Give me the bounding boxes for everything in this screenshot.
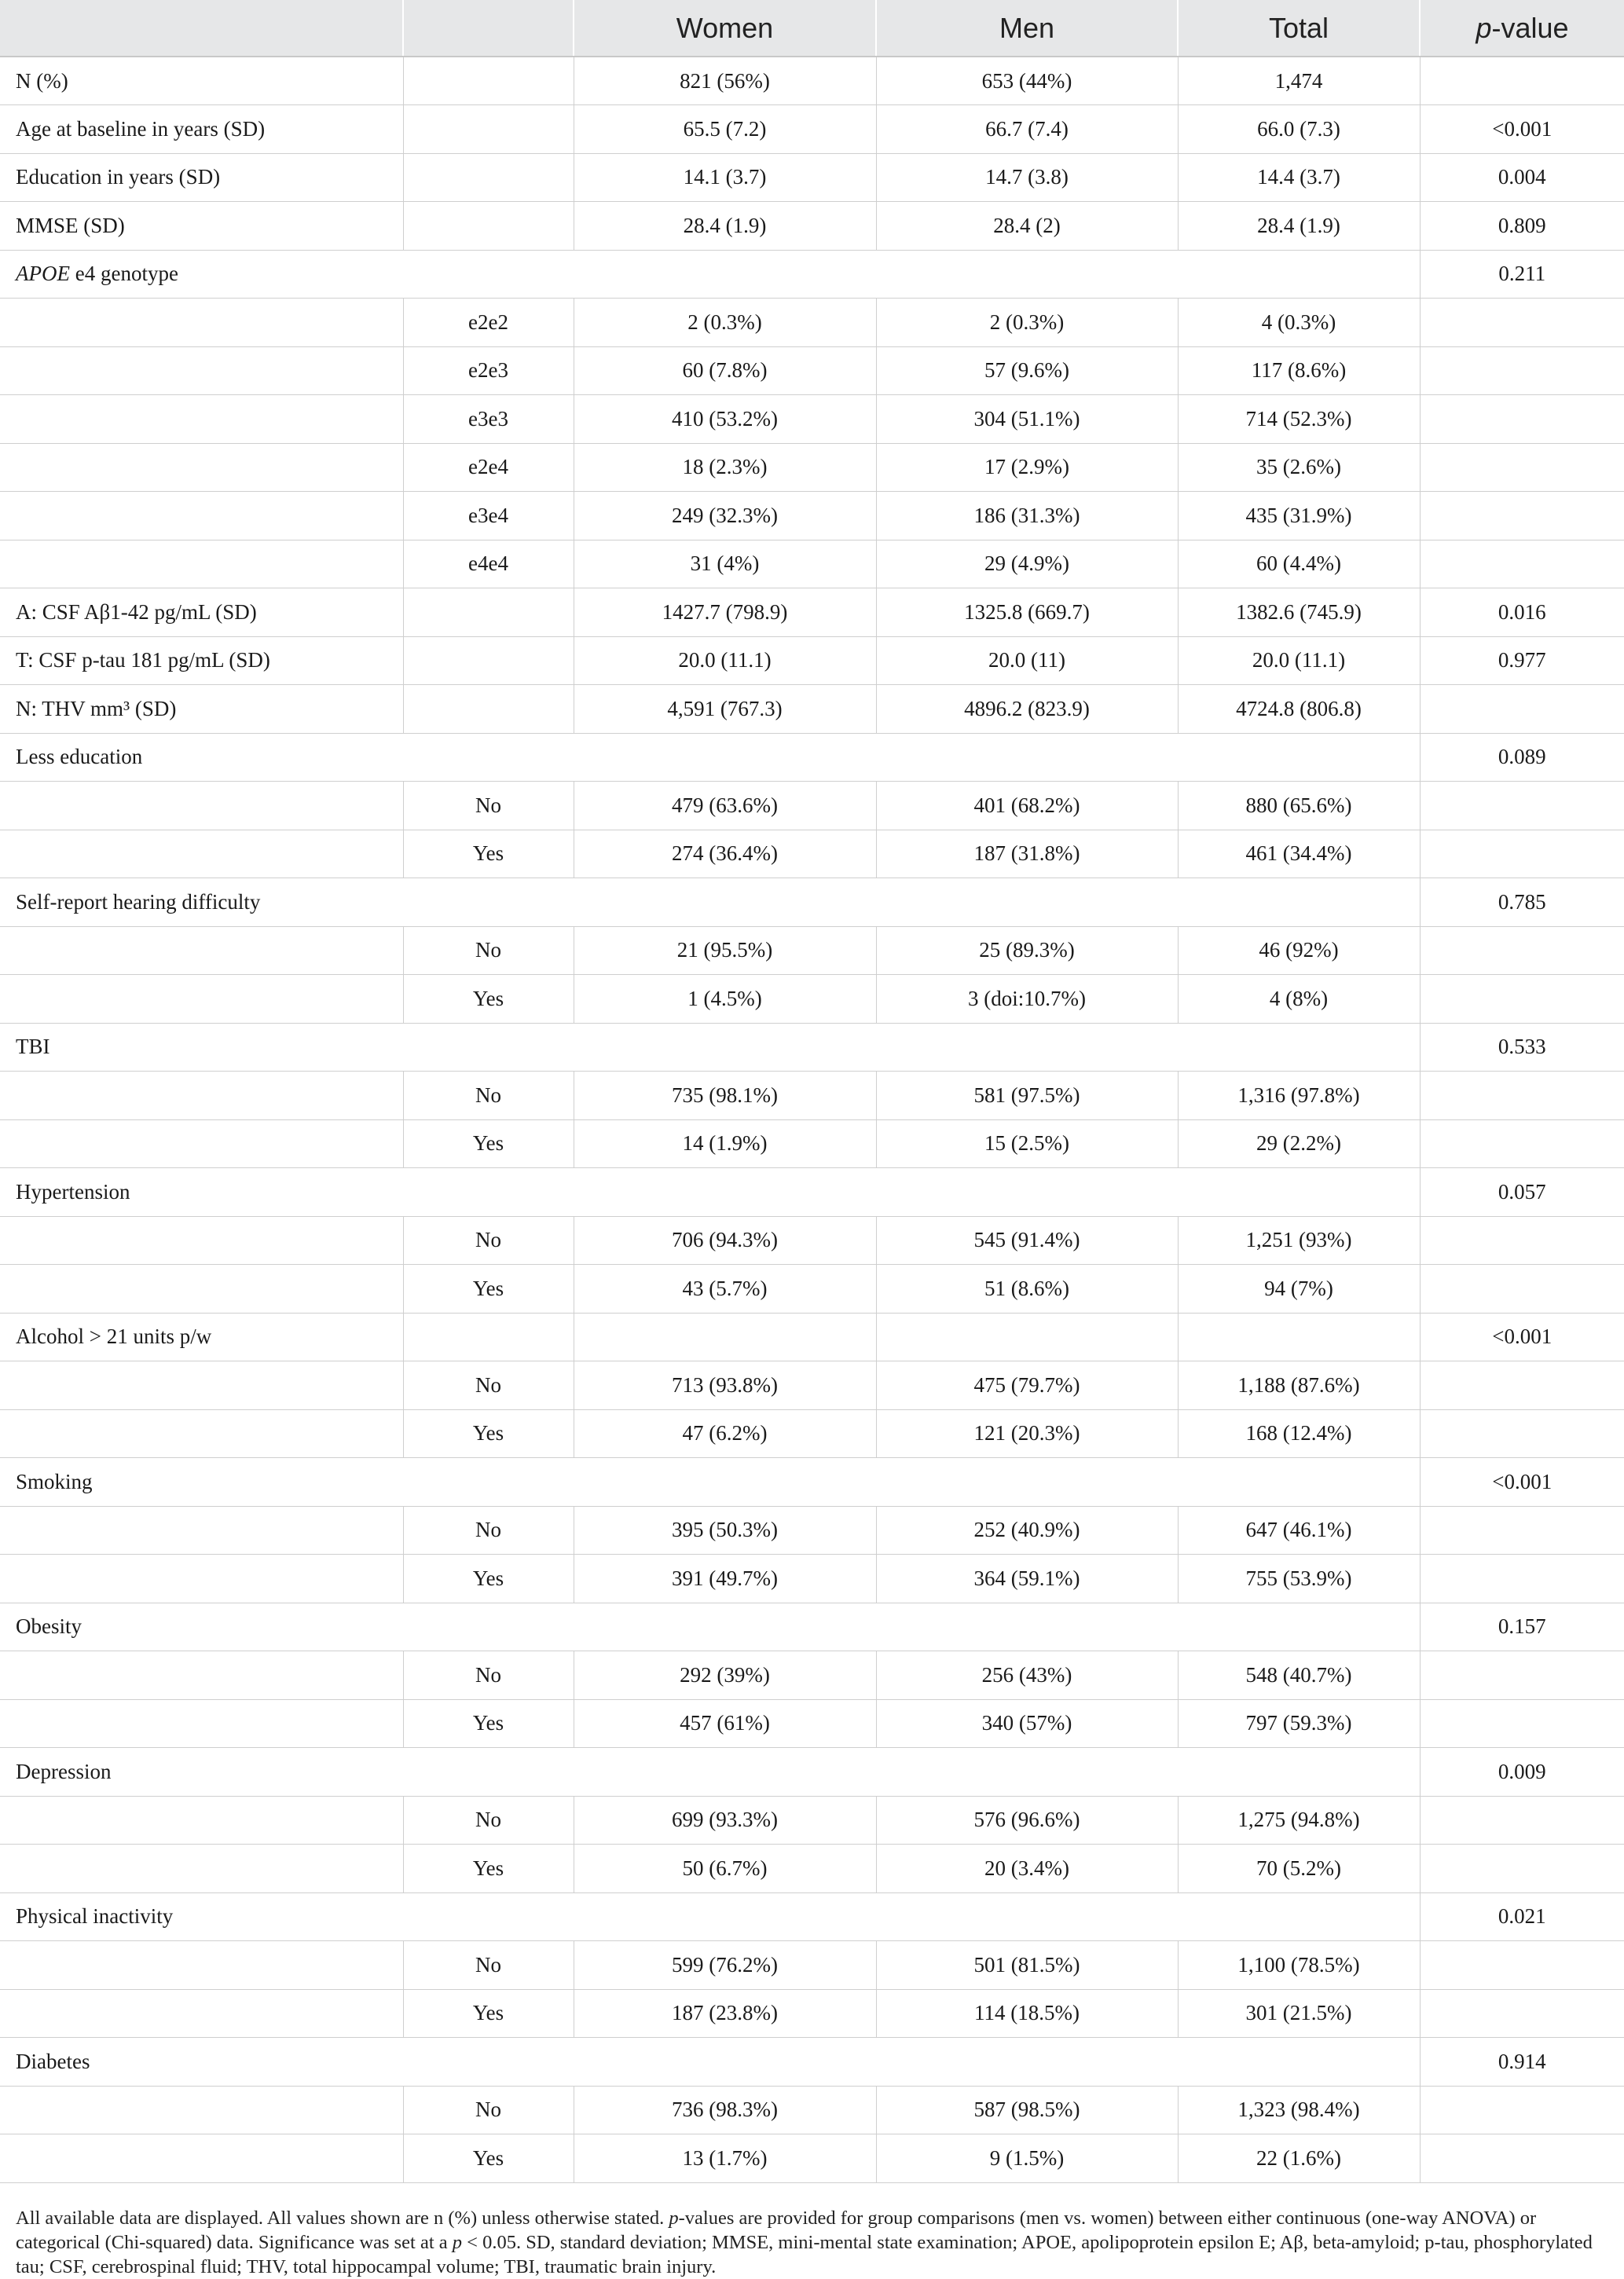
pvalue-cell: 0.016 bbox=[1420, 588, 1624, 637]
total-cell bbox=[1178, 1313, 1420, 1361]
row-label-cell: A: CSF Aβ1-42 pg/mL (SD) bbox=[0, 588, 403, 637]
total-cell: 461 (34.4%) bbox=[1178, 830, 1420, 878]
header-men: Men bbox=[876, 0, 1178, 57]
row-subgroup-cell: e4e4 bbox=[403, 540, 574, 588]
total-cell: 28.4 (1.9) bbox=[1178, 202, 1420, 251]
row-label-cell bbox=[0, 1796, 403, 1845]
row-label-cell bbox=[0, 1072, 403, 1120]
women-cell: 736 (98.3%) bbox=[574, 2086, 876, 2134]
pvalue-cell: <0.001 bbox=[1420, 1313, 1624, 1361]
table-group-row bbox=[0, 1023, 1624, 1072]
pvalue-cell bbox=[1420, 782, 1624, 830]
group-label-text: Self-report hearing difficulty bbox=[16, 889, 261, 914]
row-label-cell bbox=[0, 1119, 403, 1168]
table-row bbox=[0, 105, 1624, 154]
pvalue-cell bbox=[1420, 1119, 1624, 1168]
total-cell: 880 (65.6%) bbox=[1178, 782, 1420, 830]
group-label-text: Obesity bbox=[16, 1614, 82, 1639]
pvalue-cell bbox=[1420, 1555, 1624, 1603]
women-cell: 713 (93.8%) bbox=[574, 1361, 876, 1410]
group-label-cell bbox=[0, 1168, 1420, 1217]
pvalue-cell bbox=[1420, 926, 1624, 975]
row-subgroup-cell: Yes bbox=[403, 975, 574, 1024]
table-group-row bbox=[0, 2038, 1624, 2087]
women-cell: 391 (49.7%) bbox=[574, 1555, 876, 1603]
group-label-text: Depression bbox=[16, 1759, 112, 1783]
row-label-cell bbox=[0, 1555, 403, 1603]
row-subgroup-cell: Yes bbox=[403, 1119, 574, 1168]
total-cell: 168 (12.4%) bbox=[1178, 1409, 1420, 1458]
group-label-text: Hypertension bbox=[16, 1179, 130, 1204]
group-label-text: e4 genotype bbox=[69, 262, 178, 286]
table-row bbox=[0, 2086, 1624, 2134]
pvalue-cell bbox=[1420, 346, 1624, 395]
group-label-cell bbox=[0, 1023, 1420, 1072]
group-label-text: Less education bbox=[16, 745, 143, 769]
header-pvalue-p: p bbox=[1476, 11, 1492, 44]
pvalue-cell bbox=[1420, 492, 1624, 540]
header-total: Total bbox=[1178, 0, 1420, 57]
header-women: Women bbox=[574, 0, 876, 57]
row-subgroup-cell: No bbox=[403, 1072, 574, 1120]
pvalue-cell bbox=[1420, 1361, 1624, 1410]
pvalue-cell: 0.004 bbox=[1420, 153, 1624, 202]
row-label-cell bbox=[0, 1361, 403, 1410]
row-subgroup-cell: No bbox=[403, 1506, 574, 1555]
pvalue-cell: <0.001 bbox=[1420, 1458, 1624, 1507]
total-cell: 66.0 (7.3) bbox=[1178, 105, 1420, 154]
pvalue-cell bbox=[1420, 1216, 1624, 1265]
pvalue-cell: 0.809 bbox=[1420, 202, 1624, 251]
pvalue-cell bbox=[1420, 2134, 1624, 2183]
row-subgroup-cell: No bbox=[403, 1361, 574, 1410]
table-group-row bbox=[0, 1458, 1624, 1507]
row-subgroup-cell: No bbox=[403, 1651, 574, 1700]
pvalue-cell: 0.057 bbox=[1420, 1168, 1624, 1217]
pvalue-cell: 0.009 bbox=[1420, 1748, 1624, 1797]
women-cell: 2 (0.3%) bbox=[574, 299, 876, 347]
row-subgroup-cell bbox=[403, 153, 574, 202]
row-label-cell bbox=[0, 2086, 403, 2134]
table-row bbox=[0, 782, 1624, 830]
row-subgroup-cell: No bbox=[403, 2086, 574, 2134]
men-cell: 475 (79.7%) bbox=[876, 1361, 1178, 1410]
footnote-part1: All available data are displayed. All values shown are n (%) unless otherwise stated. bbox=[16, 2208, 669, 2229]
women-cell: 13 (1.7%) bbox=[574, 2134, 876, 2183]
table-row bbox=[0, 830, 1624, 878]
pvalue-cell bbox=[1420, 1699, 1624, 1748]
table-row bbox=[0, 926, 1624, 975]
row-subgroup-cell: e2e2 bbox=[403, 299, 574, 347]
table-row bbox=[0, 975, 1624, 1024]
men-cell: 20 (3.4%) bbox=[876, 1845, 1178, 1893]
men-cell: 545 (91.4%) bbox=[876, 1216, 1178, 1265]
total-cell: 1,100 (78.5%) bbox=[1178, 1941, 1420, 1990]
group-label-cell bbox=[0, 1892, 1420, 1941]
women-cell: 60 (7.8%) bbox=[574, 346, 876, 395]
row-label-cell: Age at baseline in years (SD) bbox=[0, 105, 403, 154]
men-cell: 14.7 (3.8) bbox=[876, 153, 1178, 202]
men-cell: 252 (40.9%) bbox=[876, 1506, 1178, 1555]
women-cell: 65.5 (7.2) bbox=[574, 105, 876, 154]
table-row bbox=[0, 299, 1624, 347]
table-row bbox=[0, 588, 1624, 637]
total-cell: 1,323 (98.4%) bbox=[1178, 2086, 1420, 2134]
table-row bbox=[0, 1119, 1624, 1168]
men-cell: 121 (20.3%) bbox=[876, 1409, 1178, 1458]
women-cell: 1427.7 (798.9) bbox=[574, 588, 876, 637]
row-subgroup-cell: Yes bbox=[403, 1989, 574, 2038]
men-cell bbox=[876, 1313, 1178, 1361]
row-subgroup-cell: No bbox=[403, 926, 574, 975]
total-cell: 46 (92%) bbox=[1178, 926, 1420, 975]
row-label-cell bbox=[0, 1989, 403, 2038]
table-row bbox=[0, 1796, 1624, 1845]
men-cell: 17 (2.9%) bbox=[876, 443, 1178, 492]
header-row bbox=[0, 0, 1624, 57]
pvalue-cell bbox=[1420, 299, 1624, 347]
row-label-cell bbox=[0, 1651, 403, 1700]
pvalue-cell: 0.157 bbox=[1420, 1603, 1624, 1651]
row-subgroup-cell bbox=[403, 685, 574, 734]
row-label-cell bbox=[0, 346, 403, 395]
men-cell: 186 (31.3%) bbox=[876, 492, 1178, 540]
pvalue-cell: <0.001 bbox=[1420, 105, 1624, 154]
row-subgroup-cell: No bbox=[403, 1941, 574, 1990]
row-label-cell bbox=[0, 2134, 403, 2183]
row-subgroup-cell: e2e4 bbox=[403, 443, 574, 492]
women-cell: 1 (4.5%) bbox=[574, 975, 876, 1024]
group-label-cell bbox=[0, 2038, 1420, 2087]
pvalue-cell: 0.533 bbox=[1420, 1023, 1624, 1072]
women-cell: 47 (6.2%) bbox=[574, 1409, 876, 1458]
women-cell: 479 (63.6%) bbox=[574, 782, 876, 830]
women-cell: 706 (94.3%) bbox=[574, 1216, 876, 1265]
total-cell: 1,251 (93%) bbox=[1178, 1216, 1420, 1265]
total-cell: 647 (46.1%) bbox=[1178, 1506, 1420, 1555]
row-subgroup-cell: e3e3 bbox=[403, 395, 574, 444]
table-group-row bbox=[0, 1168, 1624, 1217]
men-cell: 15 (2.5%) bbox=[876, 1119, 1178, 1168]
table-group-row bbox=[0, 1603, 1624, 1651]
table-group-row bbox=[0, 1892, 1624, 1941]
women-cell: 599 (76.2%) bbox=[574, 1941, 876, 1990]
group-label-cell bbox=[0, 733, 1420, 782]
men-cell: 57 (9.6%) bbox=[876, 346, 1178, 395]
men-cell: 3 (doi:10.7%) bbox=[876, 975, 1178, 1024]
row-label-cell bbox=[0, 782, 403, 830]
table-row bbox=[0, 1941, 1624, 1990]
group-label-cell bbox=[0, 1458, 1420, 1507]
total-cell: 4724.8 (806.8) bbox=[1178, 685, 1420, 734]
group-label-text: Diabetes bbox=[16, 2049, 90, 2073]
total-cell: 20.0 (11.1) bbox=[1178, 636, 1420, 685]
table-row bbox=[0, 492, 1624, 540]
header-pvalue bbox=[1420, 0, 1624, 57]
men-cell: 25 (89.3%) bbox=[876, 926, 1178, 975]
row-subgroup-cell: Yes bbox=[403, 1555, 574, 1603]
row-subgroup-cell bbox=[403, 105, 574, 154]
row-subgroup-cell bbox=[403, 57, 574, 105]
women-cell: 249 (32.3%) bbox=[574, 492, 876, 540]
pvalue-cell bbox=[1420, 1506, 1624, 1555]
total-cell: 22 (1.6%) bbox=[1178, 2134, 1420, 2183]
row-label-cell bbox=[0, 540, 403, 588]
table-row bbox=[0, 1361, 1624, 1410]
women-cell: 187 (23.8%) bbox=[574, 1989, 876, 2038]
total-cell: 548 (40.7%) bbox=[1178, 1651, 1420, 1700]
men-cell: 66.7 (7.4) bbox=[876, 105, 1178, 154]
total-cell: 797 (59.3%) bbox=[1178, 1699, 1420, 1748]
pvalue-cell bbox=[1420, 1941, 1624, 1990]
men-cell: 304 (51.1%) bbox=[876, 395, 1178, 444]
row-subgroup-cell: No bbox=[403, 1796, 574, 1845]
men-cell: 501 (81.5%) bbox=[876, 1941, 1178, 1990]
women-cell: 699 (93.3%) bbox=[574, 1796, 876, 1845]
table-row bbox=[0, 57, 1624, 105]
total-cell: 1,316 (97.8%) bbox=[1178, 1072, 1420, 1120]
row-label-cell bbox=[0, 1409, 403, 1458]
women-cell: 21 (95.5%) bbox=[574, 926, 876, 975]
row-label-cell: MMSE (SD) bbox=[0, 202, 403, 251]
table-group-row bbox=[0, 878, 1624, 927]
pvalue-cell bbox=[1420, 1072, 1624, 1120]
table-row bbox=[0, 1313, 1624, 1361]
pvalue-cell: 0.977 bbox=[1420, 636, 1624, 685]
row-label-cell: T: CSF p-tau 181 pg/mL (SD) bbox=[0, 636, 403, 685]
row-subgroup-cell: e3e4 bbox=[403, 492, 574, 540]
table-row bbox=[0, 1989, 1624, 2038]
pvalue-cell bbox=[1420, 2086, 1624, 2134]
men-cell: 4896.2 (823.9) bbox=[876, 685, 1178, 734]
men-cell: 20.0 (11) bbox=[876, 636, 1178, 685]
group-label-text: TBI bbox=[16, 1035, 50, 1059]
table-row bbox=[0, 346, 1624, 395]
table-row bbox=[0, 1845, 1624, 1893]
row-subgroup-cell: No bbox=[403, 1216, 574, 1265]
men-cell: 9 (1.5%) bbox=[876, 2134, 1178, 2183]
pvalue-cell bbox=[1420, 1409, 1624, 1458]
men-cell: 51 (8.6%) bbox=[876, 1265, 1178, 1314]
men-cell: 187 (31.8%) bbox=[876, 830, 1178, 878]
row-label-cell bbox=[0, 830, 403, 878]
women-cell: 31 (4%) bbox=[574, 540, 876, 588]
table-row bbox=[0, 1506, 1624, 1555]
pvalue-cell bbox=[1420, 685, 1624, 734]
row-subgroup-cell: Yes bbox=[403, 1409, 574, 1458]
men-cell: 29 (4.9%) bbox=[876, 540, 1178, 588]
pvalue-cell bbox=[1420, 1651, 1624, 1700]
table-row bbox=[0, 202, 1624, 251]
total-cell: 1,188 (87.6%) bbox=[1178, 1361, 1420, 1410]
table-row bbox=[0, 1072, 1624, 1120]
pvalue-cell bbox=[1420, 57, 1624, 105]
table-row bbox=[0, 540, 1624, 588]
pvalue-cell bbox=[1420, 1265, 1624, 1314]
row-subgroup-cell bbox=[403, 202, 574, 251]
table-row bbox=[0, 153, 1624, 202]
table-row bbox=[0, 1555, 1624, 1603]
table-row bbox=[0, 1409, 1624, 1458]
total-cell: 29 (2.2%) bbox=[1178, 1119, 1420, 1168]
row-label-cell: N (%) bbox=[0, 57, 403, 105]
pvalue-cell: 0.785 bbox=[1420, 878, 1624, 927]
footnote-part3: < 0.05. SD, standard deviation; MMSE, mini-mental state examination; APOE, apolipoprotein epsilon E; Aβ, beta-amyloid; p-tau, phosphorylated tau; CSF, cerebrospinal fluid; THV, total hippocampal volume; TBI, traumatic brain injury. bbox=[16, 2232, 1593, 2277]
men-cell: 653 (44%) bbox=[876, 57, 1178, 105]
row-label-cell bbox=[0, 1941, 403, 1990]
women-cell: 14 (1.9%) bbox=[574, 1119, 876, 1168]
table-group-row bbox=[0, 733, 1624, 782]
row-label-cell bbox=[0, 299, 403, 347]
row-subgroup-cell: e2e3 bbox=[403, 346, 574, 395]
row-label-cell bbox=[0, 395, 403, 444]
row-label-cell: Education in years (SD) bbox=[0, 153, 403, 202]
men-cell: 587 (98.5%) bbox=[876, 2086, 1178, 2134]
men-cell: 256 (43%) bbox=[876, 1651, 1178, 1700]
row-label-cell bbox=[0, 1265, 403, 1314]
pvalue-cell bbox=[1420, 443, 1624, 492]
women-cell: 410 (53.2%) bbox=[574, 395, 876, 444]
row-subgroup-cell: Yes bbox=[403, 830, 574, 878]
men-cell: 364 (59.1%) bbox=[876, 1555, 1178, 1603]
row-label-cell bbox=[0, 1699, 403, 1748]
table-footnote bbox=[16, 2206, 1611, 2279]
total-cell: 755 (53.9%) bbox=[1178, 1555, 1420, 1603]
row-subgroup-cell: No bbox=[403, 782, 574, 830]
women-cell: 20.0 (11.1) bbox=[574, 636, 876, 685]
row-label-cell bbox=[0, 1216, 403, 1265]
table-group-row bbox=[0, 1748, 1624, 1797]
pvalue-cell bbox=[1420, 830, 1624, 878]
table-row bbox=[0, 395, 1624, 444]
men-cell: 581 (97.5%) bbox=[876, 1072, 1178, 1120]
total-cell: 35 (2.6%) bbox=[1178, 443, 1420, 492]
table-row bbox=[0, 1651, 1624, 1700]
footnote-part2: -values are provided for group comparisons (men vs. women) between either continuous (one-way ANOVA) or categorical (Chi-squared) data. Significance was set at a bbox=[16, 2208, 1537, 2253]
total-cell: 117 (8.6%) bbox=[1178, 346, 1420, 395]
row-subgroup-cell: Yes bbox=[403, 1699, 574, 1748]
row-label-cell bbox=[0, 443, 403, 492]
table-group-row bbox=[0, 250, 1624, 299]
table-row bbox=[0, 1699, 1624, 1748]
women-cell: 28.4 (1.9) bbox=[574, 202, 876, 251]
women-cell: 292 (39%) bbox=[574, 1651, 876, 1700]
women-cell: 735 (98.1%) bbox=[574, 1072, 876, 1120]
women-cell: 18 (2.3%) bbox=[574, 443, 876, 492]
row-label-cell: N: THV mm³ (SD) bbox=[0, 685, 403, 734]
group-label-cell bbox=[0, 1748, 1420, 1797]
pvalue-cell bbox=[1420, 540, 1624, 588]
pvalue-cell bbox=[1420, 395, 1624, 444]
row-label-cell bbox=[0, 1845, 403, 1893]
group-label-cell bbox=[0, 1603, 1420, 1651]
men-cell: 28.4 (2) bbox=[876, 202, 1178, 251]
women-cell: 43 (5.7%) bbox=[574, 1265, 876, 1314]
group-label-text: Smoking bbox=[16, 1469, 93, 1493]
footnote-p2: p bbox=[452, 2232, 463, 2253]
row-label-cell bbox=[0, 1506, 403, 1555]
men-cell: 576 (96.6%) bbox=[876, 1796, 1178, 1845]
men-cell: 401 (68.2%) bbox=[876, 782, 1178, 830]
pvalue-cell bbox=[1420, 975, 1624, 1024]
pvalue-cell: 0.021 bbox=[1420, 1892, 1624, 1941]
table-row bbox=[0, 636, 1624, 685]
pvalue-cell bbox=[1420, 1989, 1624, 2038]
header-pvalue-rest: -value bbox=[1491, 11, 1569, 44]
total-cell: 4 (8%) bbox=[1178, 975, 1420, 1024]
pvalue-cell bbox=[1420, 1845, 1624, 1893]
women-cell: 14.1 (3.7) bbox=[574, 153, 876, 202]
men-cell: 340 (57%) bbox=[876, 1699, 1178, 1748]
row-subgroup-cell: Yes bbox=[403, 2134, 574, 2183]
footnote-p1: p bbox=[669, 2208, 679, 2229]
total-cell: 714 (52.3%) bbox=[1178, 395, 1420, 444]
row-subgroup-cell bbox=[403, 636, 574, 685]
header-label bbox=[0, 0, 403, 57]
table-row bbox=[0, 1216, 1624, 1265]
header-subgroup bbox=[403, 0, 574, 57]
pvalue-cell: 0.211 bbox=[1420, 250, 1624, 299]
total-cell: 94 (7%) bbox=[1178, 1265, 1420, 1314]
women-cell: 821 (56%) bbox=[574, 57, 876, 105]
women-cell: 457 (61%) bbox=[574, 1699, 876, 1748]
total-cell: 60 (4.4%) bbox=[1178, 540, 1420, 588]
row-label-cell bbox=[0, 975, 403, 1024]
women-cell: 4,591 (767.3) bbox=[574, 685, 876, 734]
total-cell: 435 (31.9%) bbox=[1178, 492, 1420, 540]
row-subgroup-cell bbox=[403, 1313, 574, 1361]
row-subgroup-cell bbox=[403, 588, 574, 637]
total-cell: 1,474 bbox=[1178, 57, 1420, 105]
group-label-italic: APOE bbox=[16, 262, 70, 286]
table-body bbox=[0, 57, 1624, 2182]
row-label-cell bbox=[0, 492, 403, 540]
group-label-cell bbox=[0, 250, 1420, 299]
row-label-cell: Alcohol > 21 units p/w bbox=[0, 1313, 403, 1361]
pvalue-cell: 0.089 bbox=[1420, 733, 1624, 782]
table-row bbox=[0, 2134, 1624, 2183]
men-cell: 114 (18.5%) bbox=[876, 1989, 1178, 2038]
total-cell: 14.4 (3.7) bbox=[1178, 153, 1420, 202]
total-cell: 1382.6 (745.9) bbox=[1178, 588, 1420, 637]
row-subgroup-cell: Yes bbox=[403, 1265, 574, 1314]
pvalue-cell: 0.914 bbox=[1420, 2038, 1624, 2087]
women-cell: 274 (36.4%) bbox=[574, 830, 876, 878]
total-cell: 4 (0.3%) bbox=[1178, 299, 1420, 347]
table-row bbox=[0, 685, 1624, 734]
total-cell: 301 (21.5%) bbox=[1178, 1989, 1420, 2038]
women-cell: 50 (6.7%) bbox=[574, 1845, 876, 1893]
row-subgroup-cell: Yes bbox=[403, 1845, 574, 1893]
group-label-cell bbox=[0, 878, 1420, 927]
pvalue-cell bbox=[1420, 1796, 1624, 1845]
women-cell bbox=[574, 1313, 876, 1361]
women-cell: 395 (50.3%) bbox=[574, 1506, 876, 1555]
men-cell: 1325.8 (669.7) bbox=[876, 588, 1178, 637]
table-row bbox=[0, 1265, 1624, 1314]
total-cell: 70 (5.2%) bbox=[1178, 1845, 1420, 1893]
total-cell: 1,275 (94.8%) bbox=[1178, 1796, 1420, 1845]
table-row bbox=[0, 443, 1624, 492]
men-cell: 2 (0.3%) bbox=[876, 299, 1178, 347]
row-label-cell bbox=[0, 926, 403, 975]
group-label-text: Physical inactivity bbox=[16, 1904, 174, 1929]
